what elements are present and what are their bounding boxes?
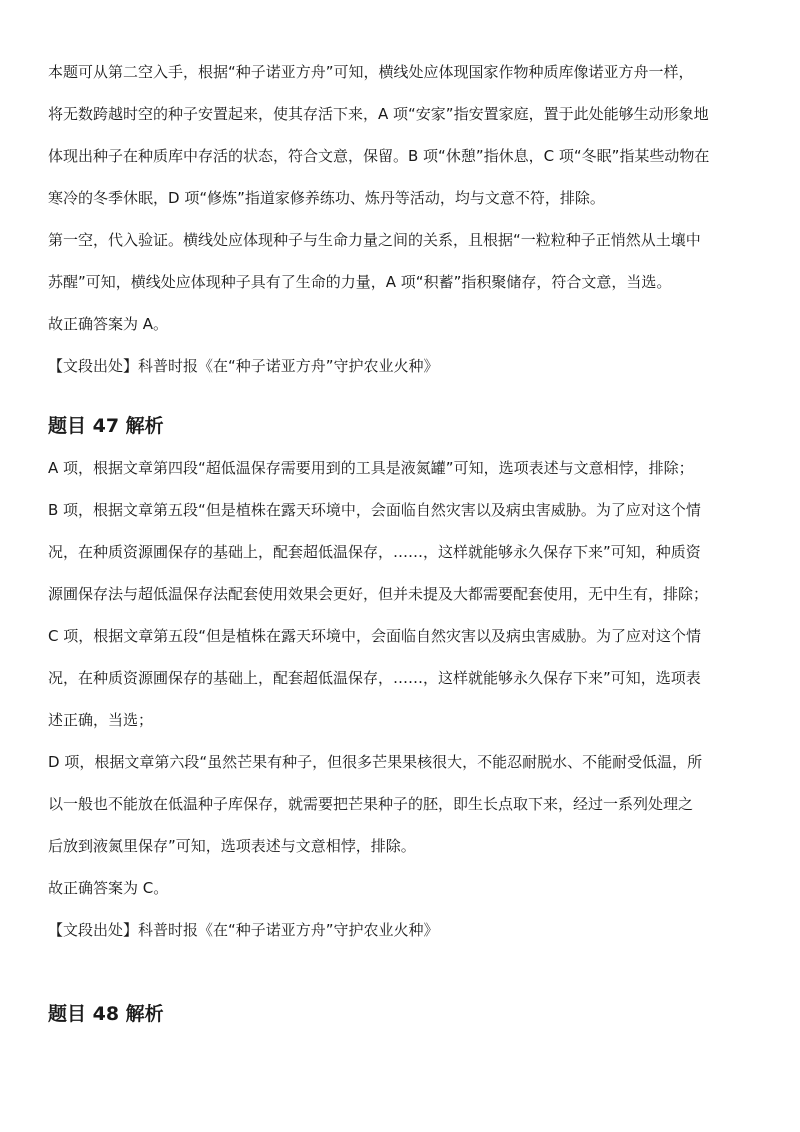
paragraph-line: 苏醒”可知，横线处应体现种子具有了生命的力量，A 项“积蓄”指积聚储存，符合文意，当选。	[48, 273, 672, 291]
section-heading-48: 题目 48 解析	[48, 1003, 164, 1025]
paragraph-line: 况，在种质资源圃保存的基础上，配套超低温保存，……，这样就能够永久保存下来”可知，种质资	[48, 543, 701, 561]
paragraph-line: B 项，根据文章第五段“但是植株在露天环境中，会面临自然灾害以及病虫害威胁。为了应对这个情	[48, 501, 701, 519]
paragraph-line: C 项，根据文章第五段“但是植株在露天环境中，会面临自然灾害以及病虫害威胁。为了应对这个情	[48, 627, 702, 645]
paragraph-line: 体现出种子在种质库中存活的状态，符合文意，保留。B 项“休憩”指休息，C 项“冬眠”指某些动物在	[48, 147, 710, 165]
paragraph-line: 寒冷的冬季休眠，D 项“修炼”指道家修养练功、炼丹等活动，均与文意不符，排除。	[48, 189, 605, 207]
paragraph-line: 述正确，当选；	[48, 711, 154, 729]
paragraph-line: 第一空，代入验证。横线处应体现种子与生命力量之间的关系，且根据“一粒粒种子正悄然从土壤中	[48, 231, 701, 249]
paragraph-line: 以一般也不能放在低温种子库保存，就需要把芒果种子的胚，即生长点取下来，经过一系列处理之	[48, 795, 694, 813]
paragraph-line: A 项，根据文章第四段“超低温保存需要用到的工具是液氮罐”可知，选项表述与文意相悖，排除；	[48, 459, 694, 477]
source-citation: 【文段出处】科普时报《在“种子诺亚方舟”守护农业火种》	[48, 921, 439, 939]
source-citation: 【文段出处】科普时报《在“种子诺亚方舟”守护农业火种》	[48, 357, 439, 375]
paragraph-line: 源圃保存法与超低温保存法配套使用效果会更好，但并未提及大都需要配套使用，无中生有，排除；	[48, 585, 709, 603]
answer-line: 故正确答案为 C。	[48, 879, 169, 897]
paragraph-line: 将无数跨越时空的种子安置起来，使其存活下来，A 项“安家”指安置家庭，置于此处能够生动形象地	[48, 105, 709, 123]
paragraph-line: 后放到液氮里保存”可知，选项表述与文意相悖，排除。	[48, 837, 416, 855]
paragraph-line: 本题可从第二空入手，根据“种子诺亚方舟”可知，横线处应体现国家作物种质库像诺亚方舟一样，	[48, 63, 694, 81]
answer-line: 故正确答案为 A。	[48, 315, 169, 333]
paragraph-line: D 项，根据文章第六段“虽然芒果有种子，但很多芒果果核很大，不能忍耐脱水、不能耐受低温，所	[48, 753, 703, 771]
section-heading-47: 题目 47 解析	[48, 415, 164, 437]
paragraph-line: 况，在种质资源圃保存的基础上，配套超低温保存，……，这样就能够永久保存下来”可知，选项表	[48, 669, 701, 687]
